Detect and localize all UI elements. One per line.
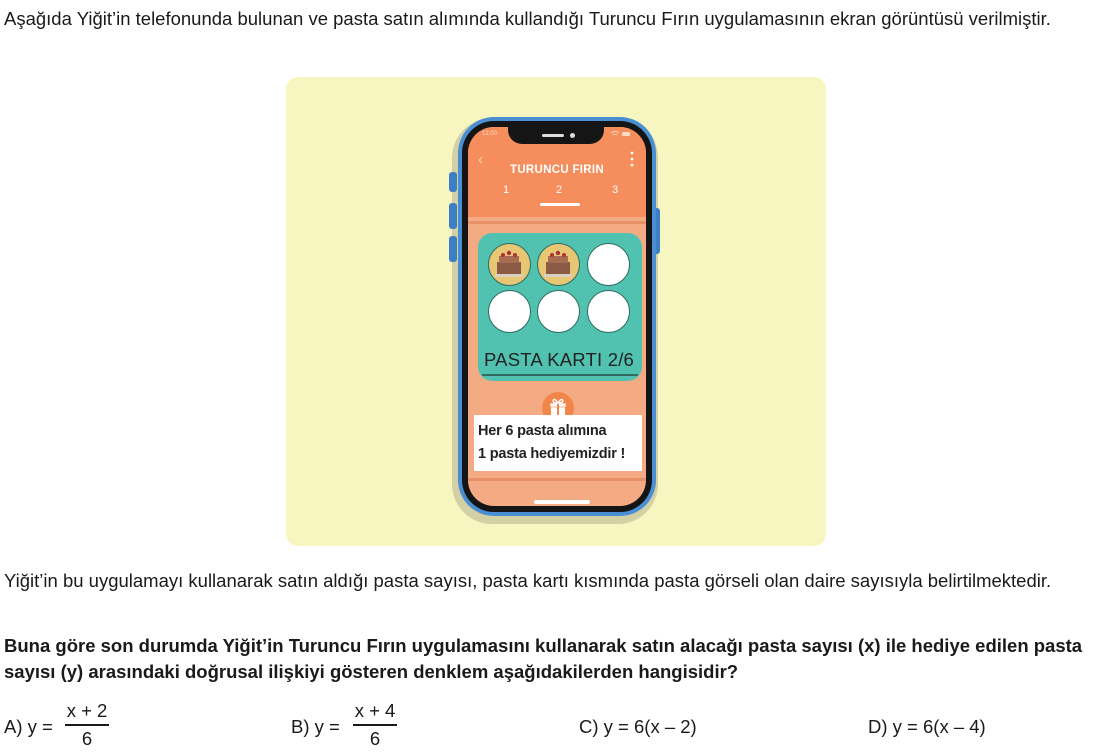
option-b-fraction bbox=[353, 700, 397, 750]
option-a-denominator: 6 bbox=[81, 727, 93, 749]
cake-slot-empty bbox=[488, 290, 531, 333]
tab-3[interactable]: 3 bbox=[612, 184, 619, 196]
back-chevron-icon[interactable]: ‹ bbox=[478, 151, 483, 168]
footer-divider bbox=[468, 478, 646, 481]
promo-box bbox=[474, 415, 642, 471]
phone-volume-down-button bbox=[449, 236, 457, 262]
pasta-card-underline bbox=[482, 374, 638, 376]
app-title: TURUNCU FIRIN bbox=[510, 164, 604, 176]
phone-bezel bbox=[462, 121, 652, 512]
cake-slot-empty bbox=[537, 290, 580, 333]
phone-screen bbox=[468, 127, 646, 506]
phone-side-button bbox=[449, 172, 457, 192]
option-b-denominator: 6 bbox=[369, 727, 381, 749]
option-a-numerator: x + 2 bbox=[66, 700, 108, 721]
header-divider bbox=[468, 221, 646, 224]
tab-1[interactable]: 1 bbox=[503, 184, 510, 196]
home-indicator bbox=[534, 500, 590, 504]
pasta-card bbox=[478, 233, 642, 381]
cake-slot-filled bbox=[488, 243, 531, 286]
cake-icon bbox=[538, 244, 578, 284]
option-c[interactable]: C) y = 6(x – 2) bbox=[579, 716, 697, 737]
promo-line-1: Her 6 pasta alımına bbox=[478, 423, 607, 439]
context-paragraph: Yiğit’in bu uygulamayı kullanarak satın aldığı pasta sayısı, pasta kartı kısmında pasta görseli olan daire sayısıyla belirtilmektedir. bbox=[4, 570, 1052, 591]
camera-dot bbox=[570, 133, 575, 138]
tab-2[interactable]: 2 bbox=[556, 184, 563, 196]
promo-line-2: 1 pasta hediyemizdir ! bbox=[478, 446, 626, 462]
phone-notch bbox=[508, 127, 604, 144]
intro-paragraph: Aşağıda Yiğit’in telefonunda bulunan ve pasta satın alımında kullandığı Turuncu Fırın uygulamasının ekran görüntüsü verilmiştir. bbox=[4, 8, 1051, 29]
phone-illustration bbox=[458, 117, 656, 516]
speaker-grille bbox=[542, 134, 564, 137]
wifi-battery-icon bbox=[610, 130, 632, 140]
option-a-fraction bbox=[65, 700, 109, 750]
status-time: 12:00 bbox=[482, 131, 498, 137]
fraction-bar bbox=[353, 724, 397, 726]
question-paragraph: Buna göre son durumda Yiğit’in Turuncu Fırın uygulamasını kullanarak satın alacağı pasta sayısı (x) ile hediye edilen pasta sayısı (y) arasındaki doğrusal ilişkiyi gösteren denklem aşağıdakilerden hangisidir? bbox=[4, 635, 1083, 682]
option-d[interactable]: D) y = 6(x – 4) bbox=[868, 716, 986, 737]
pasta-card-title: PASTA KARTI 2/6 bbox=[484, 349, 635, 370]
cake-slot-empty bbox=[587, 243, 630, 286]
phone-volume-up-button bbox=[449, 203, 457, 229]
cake-icon bbox=[489, 244, 529, 284]
selected-tab-indicator bbox=[540, 203, 580, 206]
fraction-bar bbox=[65, 724, 109, 726]
option-b-prefix: B) y = bbox=[291, 716, 340, 737]
option-a-prefix: A) y = bbox=[4, 716, 53, 737]
cake-slot-empty bbox=[587, 290, 630, 333]
cake-slot-filled bbox=[537, 243, 580, 286]
option-b-numerator: x + 4 bbox=[354, 700, 396, 721]
